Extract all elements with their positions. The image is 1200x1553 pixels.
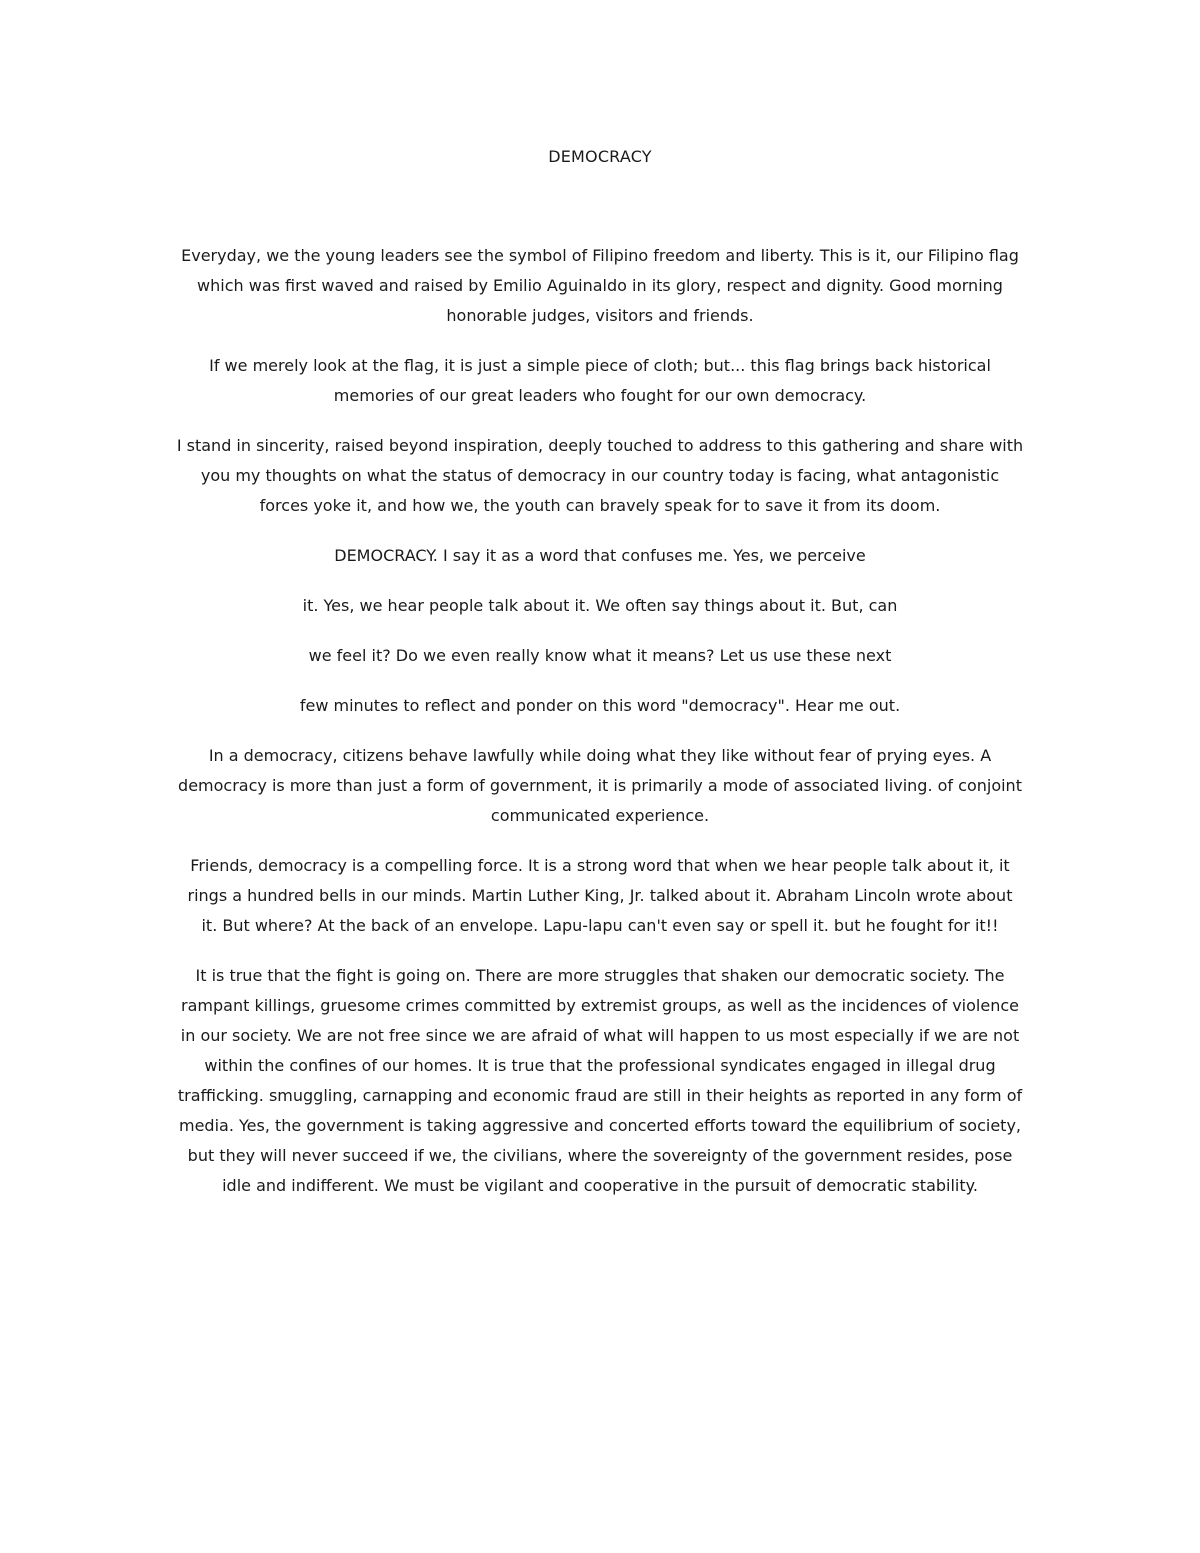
paragraph-in-a-democracy — [130, 741, 1070, 831]
text-line: If we merely look at the flag, it is just a simple piece of cloth; but... this flag brings back historical — [209, 356, 991, 375]
text-line: you my thoughts on what the status of democracy in our country today is facing, what antagonistic — [200, 466, 1000, 485]
text-line: in our society. We are not free since we are afraid of what will happen to us most especially if we are not — [180, 1026, 1020, 1045]
text-line: DEMOCRACY. I say it as a word that confuses me. Yes, we perceive — [334, 546, 866, 565]
paragraph-sincerity — [130, 431, 1070, 521]
paragraph-flag — [130, 351, 1070, 411]
paragraph-democracy-word — [130, 541, 1070, 571]
text-line: It is true that the fight is going on. There are more struggles that shaken our democratic society. The — [195, 966, 1005, 985]
text-line: Everyday, we the young leaders see the symbol of Filipino freedom and liberty. This is it, our Filipino flag — [181, 246, 1019, 265]
paragraph-greeting — [130, 241, 1070, 331]
text-line: rampant killings, gruesome crimes committed by extremist groups, as well as the incidences of violence — [181, 996, 1019, 1015]
text-line: we feel it? Do we even really know what it means? Let us use these next — [308, 646, 892, 665]
paragraph-reflect — [130, 691, 1070, 721]
text-line: memories of our great leaders who fought for our own democracy. — [333, 386, 867, 405]
text-line: media. Yes, the government is taking aggressive and concerted efforts toward the equilibrium of society, — [179, 1116, 1021, 1135]
paragraph-compelling-force — [130, 851, 1070, 941]
text-line: In a democracy, citizens behave lawfully while doing what they like without fear of prying eyes. A — [208, 746, 992, 765]
text-line: forces yoke it, and how we, the youth can bravely speak for to save it from its doom. — [259, 496, 941, 515]
text-line: I stand in sincerity, raised beyond inspiration, deeply touched to address to this gathering and share with — [176, 436, 1024, 455]
text-line: honorable judges, visitors and friends. — [446, 306, 754, 325]
document-title: DEMOCRACY — [548, 147, 652, 166]
text-line: communicated experience. — [490, 806, 710, 825]
text-line: trafficking. smuggling, carnapping and economic fraud are still in their heights as reported in any form of — [177, 1086, 1023, 1105]
text-line: it. But where? At the back of an envelope. Lapu-lapu can't even say or spell it. but he fought for it!! — [201, 916, 999, 935]
text-line: rings a hundred bells in our minds. Martin Luther King, Jr. talked about it. Abraham Lincoln wrote about — [187, 886, 1013, 905]
paragraph-fight-going-on — [130, 961, 1070, 1201]
paragraph-hear-it — [130, 591, 1070, 621]
text-line: which was first waved and raised by Emilio Aguinaldo in its glory, respect and dignity. Good morning — [197, 276, 1003, 295]
paragraph-feel-it — [130, 641, 1070, 671]
text-line: democracy is more than just a form of government, it is primarily a mode of associated living. of conjoint — [178, 776, 1022, 795]
document-body — [130, 241, 1070, 1201]
text-line: but they will never succeed if we, the civilians, where the sovereignty of the government resides, pose — [187, 1146, 1013, 1165]
text-line: it. Yes, we hear people talk about it. We often say things about it. But, can — [302, 596, 898, 615]
text-line: few minutes to reflect and ponder on this word "democracy". Hear me out. — [299, 696, 901, 715]
text-line: idle and indifferent. We must be vigilant and cooperative in the pursuit of democratic stability. — [222, 1176, 978, 1195]
text-line: Friends, democracy is a compelling force. It is a strong word that when we hear people talk about it, it — [190, 856, 1010, 875]
text-line: within the confines of our homes. It is true that the professional syndicates engaged in illegal drug — [204, 1056, 996, 1075]
